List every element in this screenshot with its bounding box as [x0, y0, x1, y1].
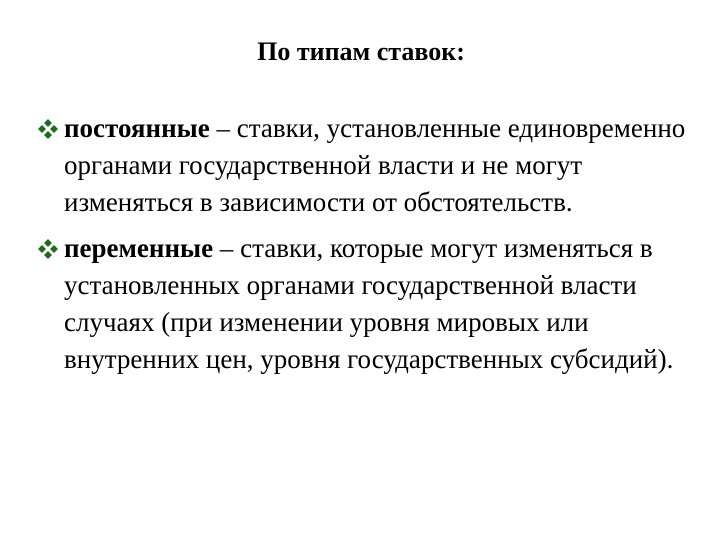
definition-variable: – ставки, которые могут изменяться в установленных органами государственной власти случаях (при изменении уровня мировых или внутренних цен, уровня государственных субсидий). [64, 233, 674, 374]
diamond-bullet-icon [36, 117, 60, 141]
definition-constant: – ставки, установленные единовременно органами государственной власти и не могут изменяться в зависимости от обстоятельств. [64, 113, 686, 217]
diamond-bullet-icon [36, 237, 60, 261]
term-variable: переменные [64, 233, 214, 263]
list-item-variable-rates [36, 230, 712, 378]
list-item-constant-rates [36, 110, 712, 221]
term-constant: постоянные [64, 113, 210, 143]
slide-title: По типам ставок: [257, 37, 465, 66]
bullet-list [36, 110, 712, 387]
